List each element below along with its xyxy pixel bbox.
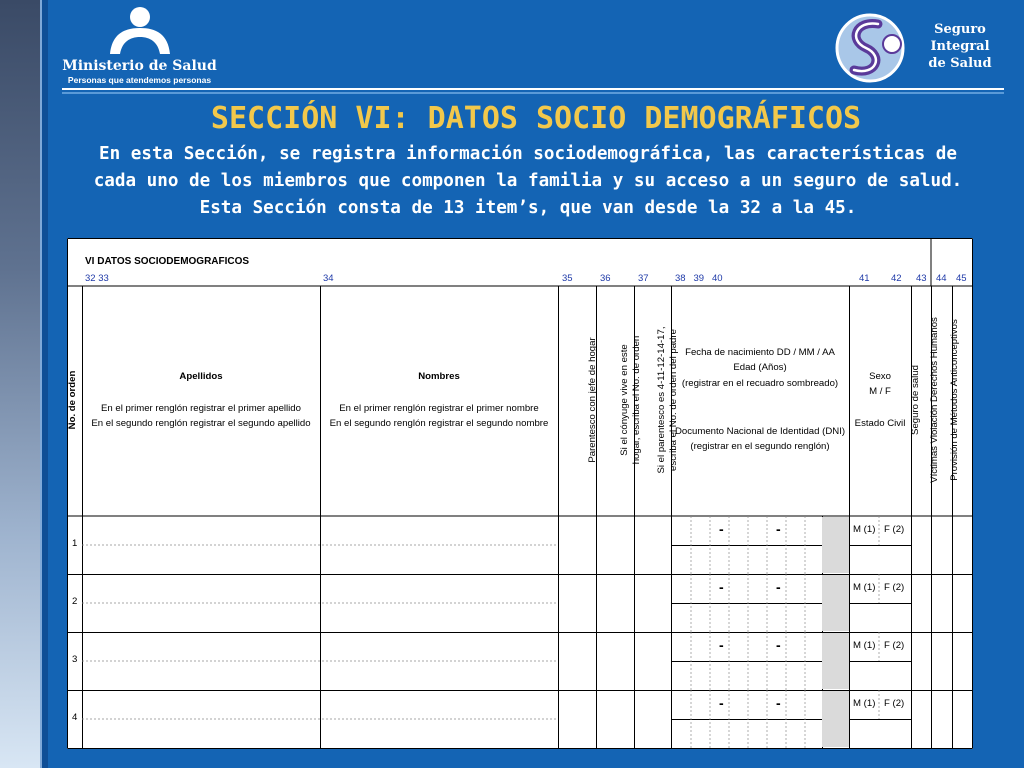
sexo-option-f[interactable]: F (2) — [884, 698, 905, 709]
column-victimas-ddhh: Víctimas Violación Derechos Humanos — [929, 317, 940, 483]
sis-name-line3: de Salud — [928, 56, 992, 71]
ministerio-de-salud-logo — [62, 4, 217, 86]
padre-line-2: escriba el No. de orden del padre — [668, 329, 680, 471]
conyuge-line-2: hogar, escriba el No. de orden — [631, 335, 643, 465]
item-number-43: 43 — [916, 273, 927, 284]
padre-line-1: Si el parentesco es 4-11-12-14-17, — [656, 326, 667, 474]
left-decorative-strip — [0, 0, 40, 768]
item-number-36: 36 — [600, 273, 611, 284]
header-divider — [62, 88, 1004, 94]
column-parentesco: Parentesco con jefe de hogar — [587, 337, 598, 463]
date-separator: - — [719, 579, 724, 595]
apellidos-instruction-1: En el primer renglón registrar el primer apellido — [101, 403, 301, 414]
estado-civil-label: Estado Civil — [854, 418, 906, 429]
fecha-nacimiento-label: Fecha de nacimiento DD / MM / AA — [685, 347, 835, 358]
nombres-instruction-2: En el segundo renglón registrar el segundo nombre — [329, 418, 549, 429]
ministry-name: Ministerio de Salud — [62, 58, 217, 74]
item-number-34: 34 — [323, 273, 334, 284]
date-separator: - — [719, 521, 724, 537]
item-number-41: 41 — [859, 273, 870, 284]
column-seguro-de-salud: Seguro de salud — [910, 365, 921, 435]
nombres-instruction-1: En el primer renglón registrar el primer nombre — [339, 403, 539, 414]
date-separator: - — [776, 521, 781, 537]
sexo-options-label: M / F — [869, 386, 891, 397]
edad-instruction: (registrar en el recuadro sombreado) — [681, 378, 839, 389]
row-number: 4 — [72, 712, 78, 723]
apellidos-instruction-2: En el segundo renglón registrar el segundo apellido — [91, 418, 311, 429]
age-shaded-cell — [822, 633, 849, 689]
date-separator: - — [776, 695, 781, 711]
row-number: 3 — [72, 654, 78, 665]
sis-name-line1: Seguro — [934, 22, 986, 37]
date-separator: - — [719, 695, 724, 711]
dni-label: Documento Nacional de Identidad (DNI) — [674, 426, 846, 437]
sociodemographic-form — [67, 238, 973, 749]
date-separator: - — [719, 637, 724, 653]
age-shaded-cell — [822, 575, 849, 631]
item-number-35: 35 — [562, 273, 573, 284]
item-number-45: 45 — [956, 273, 967, 284]
edad-label: Edad (Años) — [733, 362, 787, 373]
item-number-38-40: 38 39 40 — [675, 273, 723, 284]
family-figure-icon — [62, 4, 217, 60]
sis-emblem-icon — [826, 10, 918, 84]
sexo-option-f[interactable]: F (2) — [884, 582, 905, 593]
item-number-37: 37 — [638, 273, 649, 284]
sexo-option-m[interactable]: M (1) — [853, 640, 876, 651]
section-description: En esta Sección, se registra información sociodemográfica, las características de cada uno de los miembros que componen la familia y su acceso a un seguro de salud. Esta Sección consta de 13 item’s, que van desde la 32 a la 45. — [93, 144, 963, 218]
form-title: VI DATOS SOCIODEMOGRAFICOS — [85, 256, 250, 267]
sexo-option-f[interactable]: F (2) — [884, 640, 905, 651]
column-apellidos-heading: Apellidos — [179, 371, 223, 382]
row-number: 2 — [72, 596, 78, 607]
sexo-option-m[interactable]: M (1) — [853, 582, 876, 593]
sis-name-line2: Integral — [930, 39, 990, 54]
seguro-integral-de-salud-logo — [826, 10, 1002, 84]
section-title: SECCIÓN VI: DATOS SOCIO DEMOGRÁFICOS — [210, 101, 862, 136]
ministry-tagline: Personas que atendemos personas — [67, 75, 212, 85]
item-number-44: 44 — [936, 273, 947, 284]
column-nombres-heading: Nombres — [418, 371, 460, 382]
column-no-de-orden: No. de orden — [67, 370, 78, 430]
age-shaded-cell — [822, 691, 849, 747]
date-separator: - — [776, 579, 781, 595]
sexo-option-f[interactable]: F (2) — [884, 524, 905, 535]
conyuge-line-1: Si el cónyuge vive en este — [619, 344, 630, 456]
date-separator: - — [776, 637, 781, 653]
sexo-label: Sexo — [869, 371, 891, 382]
item-number-42: 42 — [891, 273, 902, 284]
column-metodos-anticonceptivos: Provisión de Métodos Anticonceptivos — [949, 319, 960, 481]
row-number: 1 — [72, 538, 78, 549]
column-padre — [656, 289, 684, 511]
item-number-32-33: 32 33 — [85, 273, 109, 284]
sexo-option-m[interactable]: M (1) — [853, 698, 876, 709]
column-conyuge — [619, 300, 647, 500]
dni-instruction: (registrar en el segundo renglón) — [690, 441, 830, 452]
left-decorative-bar — [40, 0, 48, 768]
sexo-option-m[interactable]: M (1) — [853, 524, 876, 535]
form-grid — [67, 238, 973, 749]
age-shaded-cell — [822, 517, 849, 573]
